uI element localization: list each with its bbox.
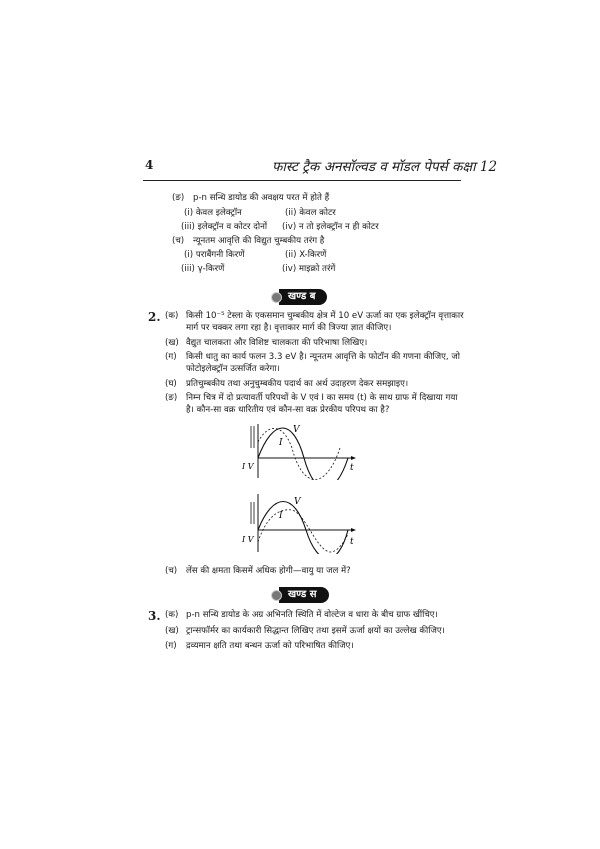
q2f-line1: लेंस की क्षमता किसमें अधिक होगी—वायु या जल में? — [186, 566, 351, 576]
voltage-label: V — [293, 425, 300, 435]
q2d-line1: प्रतिचुम्बकीय तथा अनुचुम्बकीय पदार्थ का अर्थ उदाहरण देकर समझाइए। — [186, 379, 409, 389]
q3c-line1: द्रव्यमान क्षति तथा बन्धन ऊर्जा को परिभाषित कीजिए। — [186, 641, 354, 651]
q3b-label: (ख) — [165, 626, 179, 636]
q2e-line2: है। कौन-सा वक्र धारितीय एवं कौन-सा वक्र प्रेरकीय परिपथ का है? — [186, 405, 390, 415]
q1e-label: (ङ) — [172, 193, 185, 203]
current-label: I — [279, 511, 283, 521]
section-c-heading — [271, 587, 329, 603]
section-c-label: खण्ड स — [279, 587, 329, 603]
q2d-label: (घ) — [165, 379, 177, 389]
voltage-label: V — [294, 497, 301, 507]
q2a-line1: किसी 10⁻⁵ टेस्ला के एकसमान चुम्बकीय क्षेत्र में 10 eV ऊर्जा का एक इलेक्ट्रॉन वृत्ताकार — [186, 311, 464, 321]
q2c-line1: किसी धातु का कार्य फलन 3.3 eV है। न्यूनतम आवृत्ति के फोटॉन की गणना कीजिए, जो — [186, 352, 460, 362]
time-label: t — [350, 463, 354, 473]
time-label: t — [350, 537, 354, 547]
q3b-line1: ट्रान्सफॉर्मर का कार्यकारी सिद्धान्त लिखिए तथा इसमें ऊर्जा क्षयों का उल्लेख कीजिए। — [186, 626, 445, 636]
q2f-label: (च) — [165, 566, 178, 576]
q1f-option-1: (i) पराबैंगनी किरणें — [184, 250, 245, 260]
q1e-text: p-n सन्धि डायोड की अवक्षय परत में होते हैं — [193, 193, 330, 203]
q3a-line1: p-n सन्धि डायोड के अग्र अभिनति स्थिति में वोल्टेज व धारा के बीच ग्राफ खींचिए। — [186, 610, 438, 620]
q1e-option-2: (ii) केवल कोटर — [285, 208, 336, 218]
q1f-option-3: (iii) γ-किरणें — [181, 264, 225, 274]
q2e-label: (ङ) — [165, 393, 178, 403]
page-title: फास्ट ट्रैक अनसॉल्वड व मॉडल पेपर्स कक्षा 12 — [272, 159, 498, 175]
section-b-label: खण्ड ब — [279, 289, 327, 305]
q2a-label: (क) — [165, 311, 179, 321]
q1f-label: (च) — [172, 236, 185, 246]
graph-1 — [238, 418, 362, 480]
section-b-heading — [271, 289, 327, 305]
q3a-label: (क) — [165, 610, 179, 620]
q2b-label: (ख) — [165, 338, 179, 348]
q2c-line2: फोटोइलेक्ट्रॉन उत्सर्जित करेगा। — [186, 364, 280, 374]
arrow-icon — [351, 456, 356, 460]
q2a-line2: मार्ग पर चक्कर लगा रहा है। वृत्ताकार मार्ग की त्रिज्या ज्ञात कीजिए। — [186, 323, 392, 333]
q2c-label: (ग) — [165, 352, 177, 362]
q1e-option-4: (iv) न तो इलेक्ट्रॉन न ही कोटर — [282, 222, 379, 232]
current-curve — [258, 510, 348, 552]
q1f-text: न्यूनतम आवृत्ति की विद्युत चुम्बकीय तरंग है — [193, 236, 325, 246]
bullet-icon — [271, 590, 282, 601]
q3c-label: (ग) — [165, 641, 177, 651]
q1e-option-1: (i) केवल इलेक्ट्रॉन — [184, 208, 242, 218]
q2b-line1: वैद्युत चालकता और विशिष्ट चालकता की परिभाषा लिखिए। — [186, 338, 368, 348]
q2e-line1: निम्न चित्र में दो प्रत्यावर्ती परिपथों के V एवं I का समय (t) के साथ ग्राफ में दिखाया गया — [186, 393, 458, 403]
arrow-icon — [351, 528, 356, 532]
voltage-curve — [258, 502, 348, 555]
q1e-option-3: (iii) इलेक्ट्रॉन व कोटर दोनों — [181, 222, 268, 232]
graph-2 — [238, 490, 362, 554]
header-rule — [143, 180, 461, 181]
q1f-option-2: (ii) X-किरणें — [285, 250, 327, 260]
q2-number: 2. — [148, 310, 161, 324]
q1f-option-4: (iv) माइक्रो तरंगें — [282, 264, 336, 274]
page-number: 4 — [145, 158, 154, 172]
current-curve — [258, 428, 340, 479]
axis-label: I V — [242, 535, 254, 544]
axis-label: I V — [242, 462, 254, 471]
bullet-icon — [271, 292, 282, 303]
current-label: I — [279, 438, 283, 448]
q3-number: 3. — [148, 609, 161, 623]
